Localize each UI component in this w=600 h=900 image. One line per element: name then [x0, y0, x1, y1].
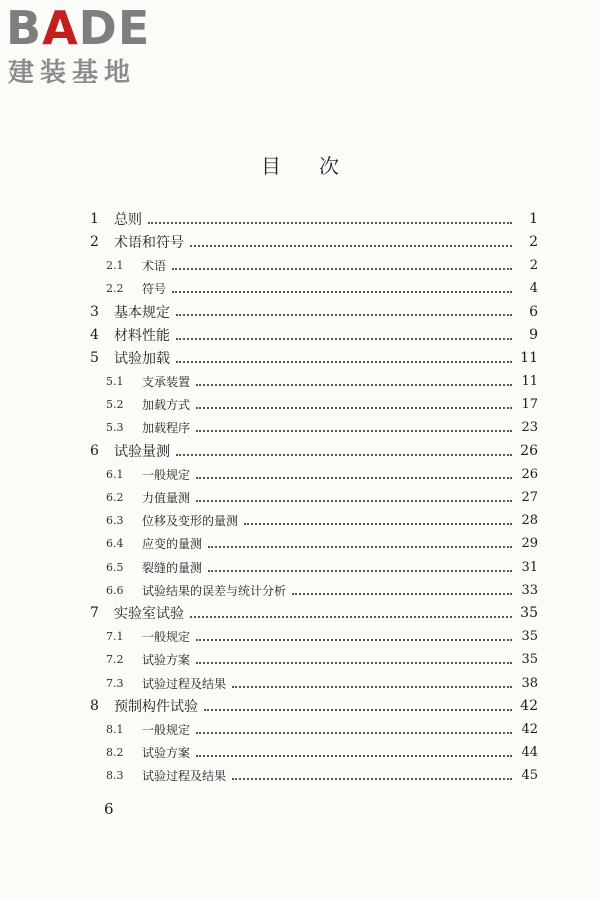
toc-section-entry[interactable]: [106, 579, 538, 601]
toc-section-entry[interactable]: [106, 556, 538, 578]
toc-dot-leader: [176, 453, 512, 456]
toc-entry-number: 7.2: [106, 653, 124, 667]
logo-subtitle: 建装基地: [8, 58, 137, 88]
toc-entry-page: 6: [529, 303, 538, 320]
toc-entry-title: 力值量测: [142, 490, 191, 505]
toc-section-entry[interactable]: [106, 278, 538, 300]
toc-chapter-entry[interactable]: [90, 602, 538, 624]
toc-entry-number: 2.1: [106, 258, 124, 272]
toc-entry-page: 35: [520, 605, 538, 622]
toc-entry-number: 5.2: [106, 398, 124, 412]
toc-entry-title: 应变的量测: [142, 537, 203, 552]
toc-entry-title: 试验结果的误差与统计分析: [142, 583, 287, 598]
toc-dot-leader: [196, 406, 512, 409]
toc-entry-title: 试验方案: [142, 746, 191, 761]
toc-entry-number: 5.1: [106, 374, 124, 388]
toc-entry-page: 45: [521, 768, 538, 784]
toc-dot-leader: [204, 708, 512, 711]
toc-dot-leader: [208, 545, 512, 548]
toc-entry-title: 材料性能: [114, 328, 170, 344]
toc-entry-title: 预制构件试验: [114, 699, 198, 716]
toc-entry-page: 28: [521, 513, 538, 529]
toc-dot-leader: [176, 360, 512, 363]
toc-section-entry[interactable]: [106, 626, 538, 648]
toc-dot-leader: [196, 383, 512, 386]
toc-entry-page: 2: [529, 234, 538, 251]
toc-entry-title: 加载方式: [142, 398, 191, 413]
toc-chapter-entry[interactable]: [90, 324, 538, 346]
toc-entry-title: 试验过程及结果: [142, 676, 227, 691]
toc-entry-page: 9: [529, 327, 538, 343]
toc-section-entry[interactable]: [106, 765, 538, 787]
toc-section-entry[interactable]: [106, 672, 538, 694]
toc-entry-number: 8: [90, 698, 99, 715]
toc-dot-leader: [244, 522, 512, 525]
toc-dot-leader: [196, 638, 512, 641]
toc-chapter-entry[interactable]: [90, 695, 538, 717]
toc-entry-page: 29: [521, 536, 538, 552]
toc-entry-title: 支承装置: [142, 374, 191, 389]
toc-section-entry[interactable]: [106, 533, 538, 555]
toc-entry-number: 8.2: [106, 746, 124, 760]
toc-entry-title: 试验量测: [114, 444, 170, 460]
toc-entry-number: 2.2: [106, 282, 124, 296]
toc-entry-page: 1: [529, 211, 538, 227]
toc-entry-title: 符号: [142, 282, 167, 297]
toc-entry-number: 8.1: [106, 722, 124, 736]
toc-section-entry[interactable]: [106, 254, 538, 276]
toc-section-entry[interactable]: [106, 742, 538, 764]
toc-dot-leader: [196, 754, 512, 757]
toc-entry-page: 27: [521, 489, 538, 505]
page-number: 6: [104, 800, 114, 818]
toc-entry-title: 术语: [142, 258, 167, 273]
toc-section-entry[interactable]: [106, 649, 538, 671]
toc-entry-title: 试验过程及结果: [142, 769, 227, 784]
toc-dot-leader: [196, 731, 512, 734]
toc-entry-number: 6.4: [106, 537, 124, 551]
toc-entry-title: 位移及变形的量测: [142, 514, 239, 529]
toc-chapter-entry[interactable]: [90, 347, 538, 369]
toc-entry-page: 31: [521, 559, 538, 575]
toc-section-entry[interactable]: [106, 486, 538, 508]
toc-dot-leader: [148, 221, 512, 224]
toc-chapter-entry[interactable]: [90, 231, 538, 253]
toc-dot-leader: [196, 476, 512, 479]
toc-section-entry[interactable]: [106, 370, 538, 392]
toc-entry-page: 42: [521, 721, 538, 737]
toc-entry-title: 试验方案: [142, 653, 191, 668]
toc-section-entry[interactable]: [106, 417, 538, 439]
toc-section-entry[interactable]: [106, 394, 538, 416]
toc-dot-leader: [190, 615, 512, 618]
toc-entry-number: 7: [90, 605, 99, 622]
toc-dot-leader: [196, 661, 512, 664]
toc-entry-number: 5.3: [106, 421, 124, 435]
toc-dot-leader: [190, 244, 512, 247]
toc-section-entry[interactable]: [106, 510, 538, 532]
toc-entry-title: 基本规定: [114, 304, 170, 321]
toc-entry-number: 4: [90, 327, 99, 343]
toc-entry-number: 6.2: [106, 490, 124, 504]
toc-dot-leader: [196, 499, 512, 502]
toc-entry-page: 11: [520, 350, 538, 367]
toc-entry-number: 6.1: [106, 467, 124, 481]
toc-dot-leader: [208, 569, 512, 572]
toc-entry-page: 38: [521, 675, 538, 691]
toc-dot-leader: [292, 592, 512, 595]
toc-entry-page: 11: [521, 373, 538, 389]
toc-entry-title: 加载程序: [142, 421, 191, 436]
toc-entry-page: 23: [521, 420, 538, 436]
toc-entry-page: 44: [521, 745, 538, 761]
toc-entry-page: 35: [521, 652, 538, 668]
toc-entry-number: 8.3: [106, 769, 124, 783]
page-title: 目次: [261, 154, 377, 178]
toc-entry-page: 4: [529, 281, 538, 297]
toc-entry-page: 33: [521, 582, 538, 598]
toc-dot-leader: [232, 777, 512, 780]
toc-entry-number: 5: [90, 350, 99, 367]
toc-entry-number: 1: [90, 211, 99, 227]
toc-entry-title: 一般规定: [142, 722, 191, 737]
toc-dot-leader: [196, 429, 512, 432]
toc-entry-page: 2: [529, 257, 538, 273]
toc-entry-page: 26: [520, 443, 538, 459]
toc-section-entry[interactable]: [106, 463, 538, 485]
toc-entry-title: 术语和符号: [114, 235, 184, 252]
toc-dot-leader: [176, 313, 512, 316]
toc-entry-page: 26: [521, 466, 538, 482]
toc-dot-leader: [232, 685, 512, 688]
toc-chapter-entry[interactable]: [90, 208, 538, 230]
toc-entry-page: 17: [521, 397, 538, 413]
toc-chapter-entry[interactable]: [90, 440, 538, 462]
toc-entry-title: 一般规定: [142, 467, 191, 482]
toc-entry-number: 6.5: [106, 560, 124, 574]
toc-dot-leader: [172, 267, 512, 270]
toc-entry-number: 6: [90, 443, 99, 459]
toc-entry-number: 3: [90, 303, 99, 320]
toc-dot-leader: [172, 290, 512, 293]
toc-entry-number: 7.1: [106, 630, 124, 644]
toc-entry-page: 42: [520, 698, 538, 715]
toc-entry-title: 裂缝的量测: [142, 560, 203, 575]
bade-logo: [6, 1, 181, 94]
toc-entry-title: 一般规定: [142, 630, 191, 645]
toc-entry-number: 2: [90, 234, 99, 251]
toc-entry-title: 试验加载: [114, 351, 170, 368]
toc-dot-leader: [176, 337, 512, 340]
logo-wordmark: BADE: [6, 1, 151, 55]
toc-entry-number: 7.3: [106, 676, 124, 690]
toc-entry-number: 6.3: [106, 514, 124, 528]
toc-entry-page: 35: [521, 629, 538, 645]
toc-entry-title: 实验室试验: [114, 606, 184, 623]
toc-chapter-entry[interactable]: [90, 301, 538, 323]
toc-entry-number: 6.6: [106, 583, 124, 597]
toc-section-entry[interactable]: [106, 718, 538, 740]
toc-entry-title: 总则: [114, 212, 142, 228]
